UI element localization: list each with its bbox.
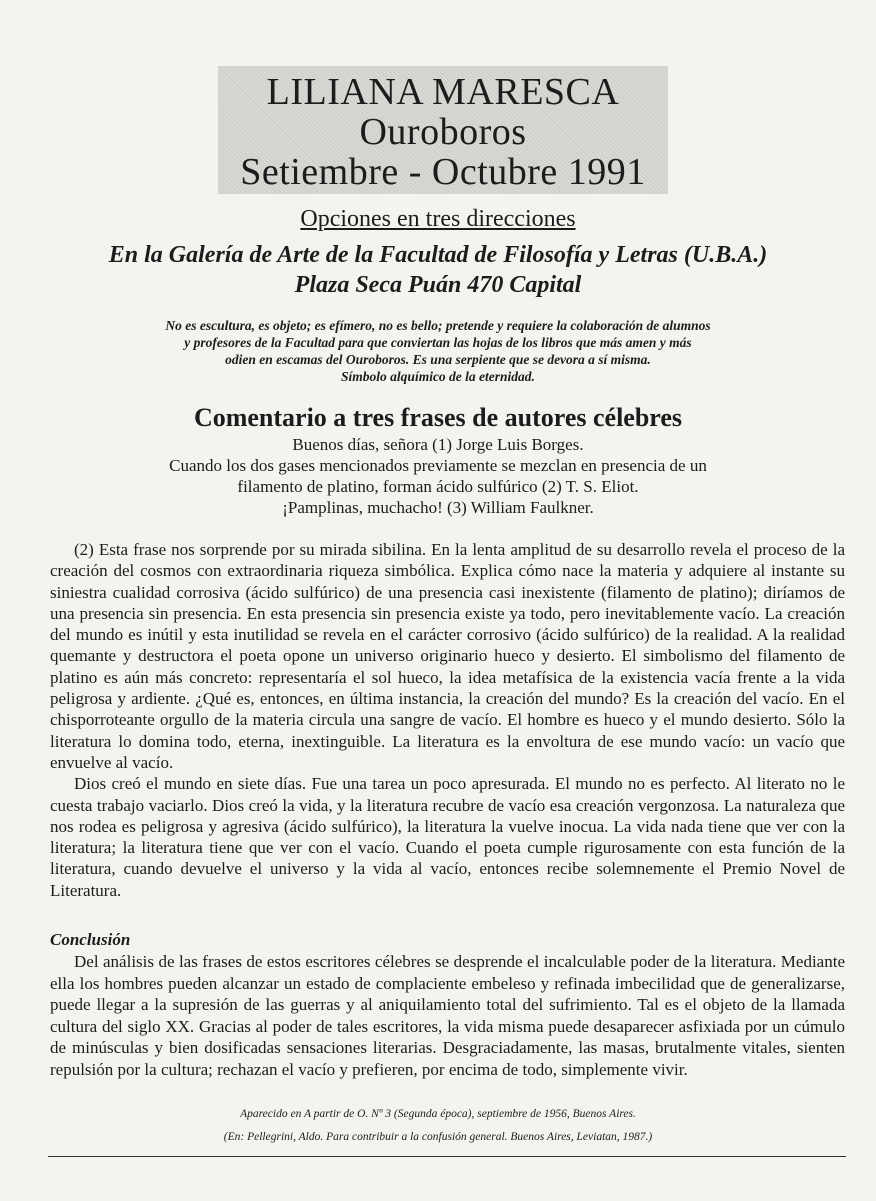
venue <box>0 240 876 300</box>
conclusion-heading: Conclusión <box>50 930 131 949</box>
quote-line: ¡Pamplinas, muchacho! (3) William Faulkner. <box>282 498 594 517</box>
exhibition-dates: Setiembre - Octubre 1991 <box>240 151 646 193</box>
body-paragraph: (2) Esta frase nos sorprende por su mirada sibilina. En la lenta amplitud de su desarrollo revela el proceso de la creación del cosmos con extraordinaria riqueza simbólica. Explica cómo nace la materia y adquiere al instante su siniestra cualidad corrosiva (ácido sulfúrico) de una presencia casi inexistente (filamento de platino); diríamos de una presencia sin presencia. En esta presencia sin presencia existe ya todo, pero inevitablemente vacío. La creación del mundo es inútil y esta inutilidad se revela en el carácter corrosivo (ácido sulfúrico) de la realidad. A la realidad quemante y destructora el poeta opone un universo originario hueco y desierto. El simbolismo del filamento de platino es aún más concreto: representaría el sol hueco, la idea metafísica de la existencia vacía frente a la vida peligrosa y ardiente. ¿Qué es, entonces, en última instancia, la creación del mundo? Es la creación del vacío. En el chisporroteante orgullo de la materia circula una sangre de vacío. El hombre es hueco y el mundo desierto. Sólo la literatura lo domina todo, eterna, inextinguible. La literatura es la envoltura de ese mundo vacío: un vacío que envuelve al vacío. <box>50 540 845 772</box>
quotes <box>110 434 766 518</box>
quote-line: Cuando los dos gases mencionados previamente se mezclan en presencia de un <box>169 456 707 475</box>
quote-line: Buenos días, señora (1) Jorge Luis Borges. <box>292 435 584 454</box>
section-title: Comentario a tres frases de autores célebres <box>193 403 683 432</box>
conclusion-body <box>50 951 845 1080</box>
artist-name: LILIANA MARESCA <box>266 71 620 113</box>
conclusion-paragraph: Del análisis de las frases de estos escritores célebres se desprende el incalculable poder de la literatura. Mediante ella los hombres pueden alcanzar un estado de complaciente embeleso y refinada imbecilidad que de generalizarse, puede llegar a la supresión de las guerras y al aniquilamiento total del sufrimiento. Tal es el objeto de la llamada cultura del siglo XX. Gracias al poder de tales escritores, la vida misma puede desaparecer asfixiada por un cúmulo de minúsculas y bien dosificadas sensaciones literarias. Desgraciadamente, las masas, brutalmente vitales, sienten repulsión por la cultura; rechazan el vacío y prefieren, por encima de todo, simplemente vivir. <box>50 952 845 1079</box>
source-footnote: Aparecido en A partir de O. Nº 3 (Segunda época), septiembre de 1956, Buenos Aires. <box>240 1108 636 1120</box>
commentary-body <box>50 539 845 901</box>
venue-address: Plaza Seca Puán 470 Capital <box>294 272 582 298</box>
bottom-divider <box>48 1156 846 1157</box>
manifesto-line: No es escultura, es objeto; es efímero, no es bello; pretende y requiere la colaboración de alumnos <box>165 318 711 333</box>
manifesto <box>130 317 746 385</box>
body-paragraph: Dios creó el mundo en siete días. Fue una tarea un poco apresurada. El mundo no es perfecto. Al literato no le cuesta trabajo vaciarlo. Dios creó la vida, y la literatura recubre de vacío esa creación vergonzosa. La naturaleza que nos rodea es peligrosa y agresiva (ácido sulfúrico), la literatura la vuelve inocua. La vida nada tiene que ver con la literatura; la literatura tiene que ver con el vacío. Cuando el poeta cumple rigurosamente con esta función de la literatura, cuando devuelve el universo y la vida al vacío, entonces recibe solemnemente el Premio Novel de Literatura. <box>50 774 845 900</box>
manifesto-line: Símbolo alquímico de la eternidad. <box>341 369 535 384</box>
title-box <box>218 66 668 194</box>
quote-line: filamento de platino, forman ácido sulfúrico (2) T. S. Eliot. <box>237 477 639 496</box>
manifesto-line: odien en escamas del Ouroboros. Es una serpiente que se devora a sí misma. <box>225 352 651 367</box>
manifesto-line: y profesores de la Facultad para que conviertan las hojas de los libros que más amen y más <box>184 335 692 350</box>
citation-footnote: (En: Pellegrini, Aldo. Para contribuir a la confusión general. Buenos Aires, Leviatan, 1987.) <box>223 1131 653 1143</box>
venue-line: En la Galería de Arte de la Facultad de Filosofía y Letras (U.B.A.) <box>108 242 768 268</box>
work-title: Ouroboros <box>359 111 527 153</box>
sub-heading: Opciones en tres direcciones <box>300 206 576 232</box>
